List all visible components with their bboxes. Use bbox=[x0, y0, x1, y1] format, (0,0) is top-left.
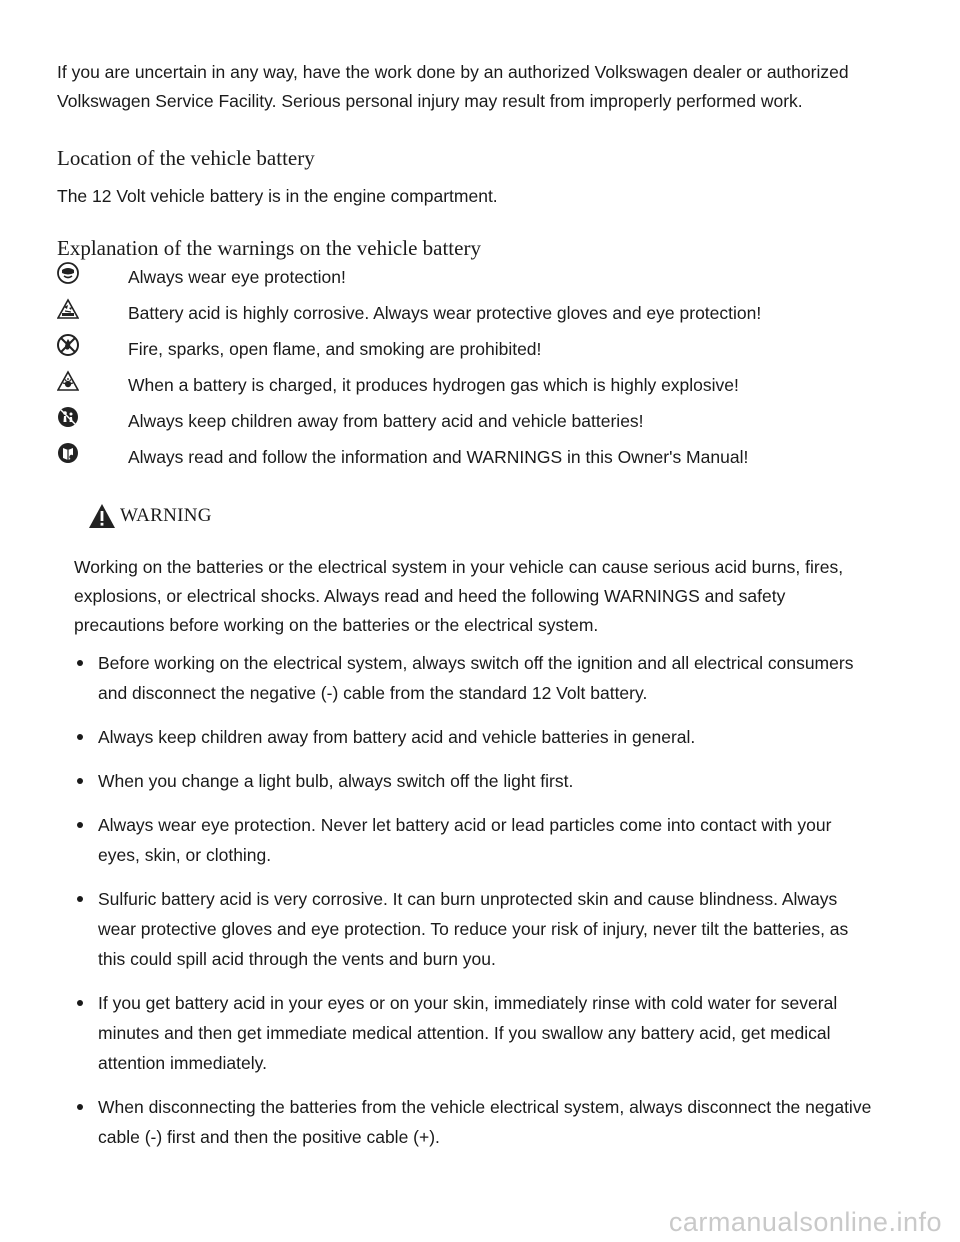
warning-label: WARNING bbox=[120, 505, 212, 526]
symbol-row bbox=[57, 262, 877, 298]
symbol-row bbox=[57, 298, 877, 334]
bullet-dot bbox=[77, 1104, 83, 1110]
warning-intro: Working on the batteries or the electrical system in your vehicle can cause serious acid burns, fires, explosions, or electrical shocks. Always read and heed the following WARNINGS and safety precautions before working on the batteries or the electrical system. bbox=[74, 557, 844, 635]
list-item bbox=[74, 988, 874, 1078]
no-fire-icon bbox=[57, 334, 79, 356]
symbol-text: When a battery is charged, it produces hydrogen gas which is highly explosive! bbox=[128, 375, 739, 395]
explosive-gas-icon bbox=[57, 370, 79, 392]
bullet-text: Sulfuric battery acid is very corrosive. It can burn unprotected skin and cause blindness. Always wear protective gloves and eye protection. To reduce your risk of injury, never tilt the batteries, as this could spill acid through the vents and burn you. bbox=[98, 889, 849, 969]
symbol-row bbox=[57, 406, 877, 442]
warning-symbol-list bbox=[57, 262, 877, 478]
symbol-row bbox=[57, 442, 877, 478]
bullet-text: When you change a light bulb, always switch off the light first. bbox=[98, 771, 574, 791]
list-item bbox=[74, 766, 874, 796]
explanation-heading: Explanation of the warnings on the vehicle battery bbox=[57, 236, 481, 260]
bullet-dot bbox=[77, 734, 83, 740]
bullet-dot bbox=[77, 896, 83, 902]
bullet-text: Always wear eye protection. Never let battery acid or lead particles come into contact with your eyes, skin, or clothing. bbox=[98, 815, 832, 865]
intro-paragraph: If you are uncertain in any way, have the work done by an authorized Volkswagen dealer or authorized Volkswagen Service Facility. Serious personal injury may result from improperly performed work. bbox=[57, 62, 849, 111]
symbol-text: Battery acid is highly corrosive. Always wear protective gloves and eye protection! bbox=[128, 303, 762, 323]
bullet-dot bbox=[77, 660, 83, 666]
manual-page bbox=[57, 58, 877, 1166]
location-heading: Location of the vehicle battery bbox=[57, 146, 315, 170]
corrosive-acid-icon bbox=[57, 298, 79, 320]
bullet-dot bbox=[77, 1000, 83, 1006]
bullet-dot bbox=[77, 822, 83, 828]
bullet-text: If you get battery acid in your eyes or on your skin, immediately rinse with cold water for several minutes and then get immediate medical attention. If you swallow any battery acid, get medical attention immediately. bbox=[98, 993, 838, 1073]
symbol-text: Always read and follow the information and WARNINGS in this Owner's Manual! bbox=[128, 447, 749, 467]
symbol-text: Always keep children away from battery acid and vehicle batteries! bbox=[128, 411, 644, 431]
symbol-text: Always wear eye protection! bbox=[128, 267, 346, 287]
location-text: The 12 Volt vehicle battery is in the engine compartment. bbox=[57, 186, 498, 206]
warning-box bbox=[74, 501, 874, 1152]
list-item bbox=[74, 810, 874, 870]
warning-header bbox=[74, 501, 874, 531]
eye-protection-icon bbox=[57, 262, 79, 284]
bullet-dot bbox=[77, 778, 83, 784]
list-item bbox=[74, 1092, 874, 1152]
list-item bbox=[74, 648, 874, 708]
warning-triangle-icon bbox=[88, 503, 116, 529]
symbol-row bbox=[57, 370, 877, 406]
bullet-text: Always keep children away from battery acid and vehicle batteries in general. bbox=[98, 727, 696, 747]
warning-bullet-list bbox=[74, 648, 874, 1152]
keep-children-away-icon bbox=[57, 406, 79, 428]
bullet-text: Before working on the electrical system, always switch off the ignition and all electrical consumers and disconnect the negative (-) cable from the standard 12 Volt battery. bbox=[98, 653, 854, 703]
symbol-text: Fire, sparks, open flame, and smoking are prohibited! bbox=[128, 339, 542, 359]
read-manual-icon bbox=[57, 442, 79, 464]
watermark: carmanualsonline.info bbox=[668, 1207, 942, 1237]
bullet-text: When disconnecting the batteries from the vehicle electrical system, always disconnect the negative cable (-) first and then the positive cable (+). bbox=[98, 1097, 872, 1147]
list-item bbox=[74, 884, 874, 974]
list-item bbox=[74, 722, 874, 752]
symbol-row bbox=[57, 334, 877, 370]
